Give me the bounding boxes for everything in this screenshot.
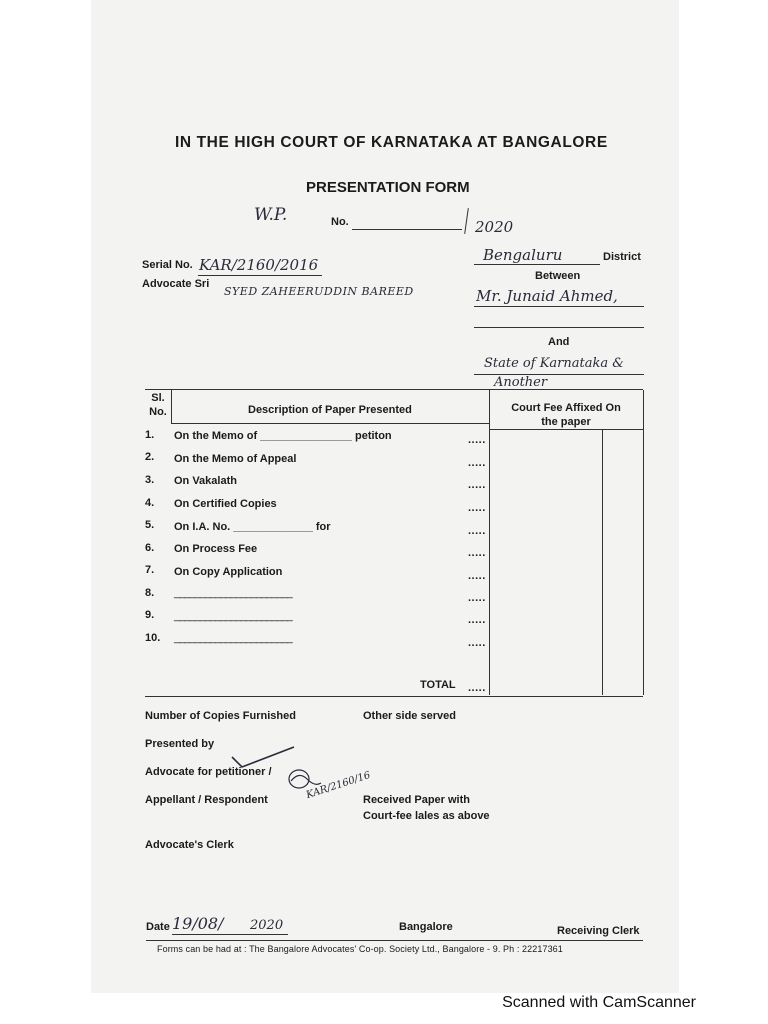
- received-paper-1: Received Paper with: [363, 794, 470, 806]
- row-4-dots: .....: [468, 502, 486, 514]
- received-paper-2: Court-fee lales as above: [363, 810, 490, 822]
- col-divider-sl: [171, 390, 172, 423]
- row-4-text: On Certified Copies: [174, 498, 277, 510]
- row-6-no: 6.: [145, 542, 155, 554]
- place-label: Bangalore: [399, 921, 453, 933]
- table-top-border: [145, 389, 643, 390]
- presented-by: Presented by: [145, 738, 215, 750]
- row-8-text: _______________________: [174, 587, 292, 599]
- row-6-text: On Process Fee: [174, 543, 258, 555]
- col-header-fee: Court Fee Affixed On the paper: [511, 402, 621, 428]
- row-1-text: On the Memo of _______________ petiton: [174, 430, 392, 442]
- col-divider-right: [643, 390, 644, 695]
- respondent-handwritten-1: State of Karnataka &: [484, 356, 624, 371]
- total-dots: .....: [468, 682, 486, 694]
- row-1-dots: .....: [468, 434, 486, 446]
- total-label: TOTAL: [420, 679, 456, 691]
- case-no-label: No.: [331, 216, 349, 228]
- row-7-text: On Copy Application: [174, 566, 283, 578]
- table-bottom-border: [145, 696, 643, 697]
- row-5-dots: .....: [468, 525, 486, 537]
- row-5-no: 5.: [145, 519, 155, 531]
- advocate-label: Advocate Sri: [142, 278, 210, 290]
- and-label: And: [548, 336, 570, 348]
- row-9-no: 9.: [145, 609, 155, 621]
- row-1-no: 1.: [145, 429, 155, 441]
- col-divider-fee-inner: [602, 430, 603, 695]
- row-8-dots: .....: [468, 592, 486, 604]
- row-9-dots: .....: [468, 614, 486, 626]
- district-line: [474, 264, 600, 265]
- district-label: District: [603, 251, 641, 263]
- col-header-sl: Sl. No.: [149, 392, 167, 418]
- between-label: Between: [535, 270, 581, 282]
- row-10-no: 10.: [145, 632, 161, 644]
- respondent-handwritten-2: Another: [494, 375, 548, 390]
- row-10-text: _______________________: [174, 632, 292, 644]
- appellant-respondent: Appellant / Respondent: [145, 794, 268, 806]
- date-year-handwritten: 2020: [250, 918, 284, 933]
- petitioner-line-2: [474, 327, 644, 328]
- row-3-text: On Vakalath: [174, 475, 237, 487]
- col-divider-fee: [489, 390, 490, 695]
- row-9-text: _______________________: [174, 610, 292, 622]
- col-header-desc: Description of Paper Presented: [248, 404, 412, 416]
- row-5-text: On I.A. No. _____________ for: [174, 521, 331, 533]
- signature-enrolment-handwritten: KAR/2160/16: [304, 769, 372, 802]
- serial-handwritten: KAR/2160/2016: [199, 256, 319, 274]
- row-7-dots: .....: [468, 570, 486, 582]
- case-type-handwritten: W.P.: [254, 205, 288, 225]
- fee-header-border: [489, 429, 643, 430]
- serial-underline: [198, 275, 322, 276]
- scanner-watermark: Scanned with CamScanner: [502, 994, 696, 1011]
- case-year-handwritten: 2020: [475, 218, 514, 236]
- row-4-no: 4.: [145, 497, 155, 509]
- footer-rule: [146, 940, 643, 941]
- date-handwritten: 19/08/: [172, 914, 224, 933]
- district-handwritten: Bengaluru: [483, 246, 563, 264]
- copies-furnished: Number of Copies Furnished: [145, 710, 296, 722]
- row-6-dots: .....: [468, 547, 486, 559]
- forms-availability-note: Forms can be had at : The Bangalore Advocates' Co-op. Society Ltd., Bangalore - 9. Ph : 22217361: [157, 944, 563, 954]
- row-3-no: 3.: [145, 474, 155, 486]
- row-3-dots: .....: [468, 479, 486, 491]
- date-label: Date: [146, 921, 170, 933]
- serial-label: Serial No.: [142, 259, 193, 271]
- date-line: [172, 934, 288, 935]
- other-side-served: Other side served: [363, 710, 456, 722]
- petitioner-handwritten: Mr. Junaid Ahmed,: [476, 287, 618, 305]
- row-7-no: 7.: [145, 564, 155, 576]
- petitioner-line-1: [474, 306, 644, 307]
- row-2-no: 2.: [145, 451, 155, 463]
- advocate-handwritten: SYED ZAHEERUDDIN BAREED: [224, 285, 414, 298]
- advocate-for-petitioner: Advocate for petitioner /: [145, 766, 272, 778]
- row-2-text: On the Memo of Appeal: [174, 453, 297, 465]
- table-header-border: [171, 423, 489, 424]
- court-heading: IN THE HIGH COURT OF KARNATAKA AT BANGALORE: [175, 134, 608, 151]
- row-2-dots: .....: [468, 457, 486, 469]
- case-no-line: [352, 229, 462, 230]
- advocates-clerk: Advocate's Clerk: [145, 839, 234, 851]
- row-8-no: 8.: [145, 587, 155, 599]
- receiving-clerk: Receiving Clerk: [557, 925, 640, 937]
- row-10-dots: .....: [468, 637, 486, 649]
- form-title: PRESENTATION FORM: [306, 179, 470, 196]
